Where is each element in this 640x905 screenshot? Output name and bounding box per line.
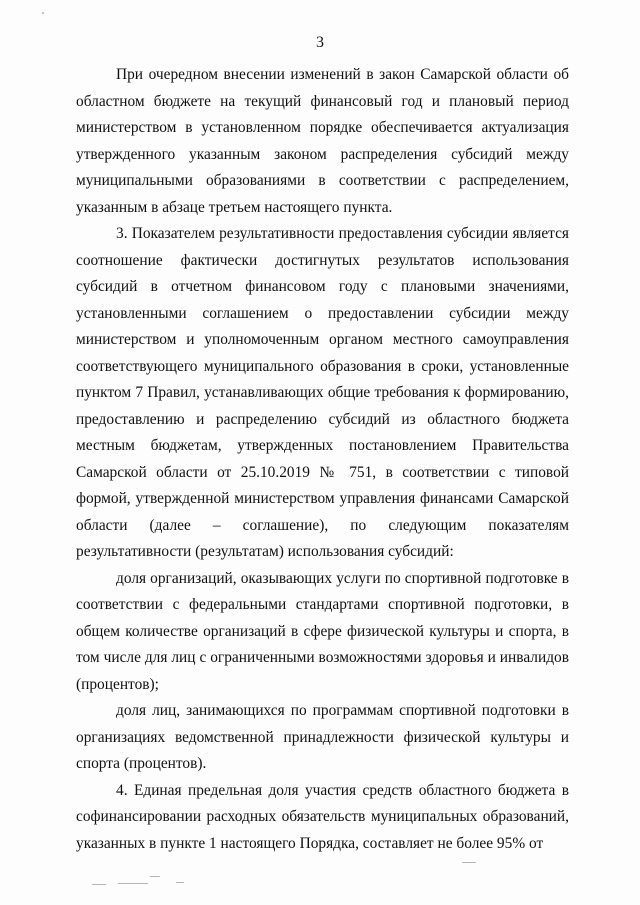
paragraph-performance-indicator: 3. Показателем результативности предоставления субсидии является соотношение фактически достигнутых результатов использования субсидий в отчетном финансовом году с плановыми значениями, установленными соглашением о предоставлении субсидии между министерством и уполномоченным органом местного самоуправления соответствующего муниципального образования в сроки, установленные пунктом 7 Правил, устанавливающих общие требования к формированию, предоставлению и распределению субсидий из областного бюджета местным бюджетам, утвержденных постановлением Правительства Самарской области от 25.10.2019 № 751, в соответствии с типовой формой, утвержденной министерством управления финансами Самарской области (далее – соглашение), по следующим показателям результативности (результатам) использования субсидий: [76, 225, 569, 560]
document-body [76, 62, 569, 857]
paragraph-cofinancing-share: 4. Единая предельная доля участия средств областного бюджета в софинансировании расходных обязательств муниципальных образований, указанных в пункте 1 настоящего Порядка, составляет не более 95% от [76, 781, 569, 852]
scan-artifact [176, 882, 184, 883]
paragraph-share-persons: доля лиц, занимающихся по программам спортивной подготовки в организациях ведомственной принадлежности физической культуры и спорта (процентов). [76, 702, 569, 772]
scan-artifact [118, 883, 148, 884]
scan-artifact [150, 876, 160, 877]
scan-artifact [462, 862, 476, 863]
page-number: 3 [316, 34, 324, 51]
scan-artifact [92, 884, 106, 885]
scan-artifact [42, 12, 44, 14]
paragraph-share-organizations: доля организаций, оказывающих услуги по спортивной подготовке в соответствии с федеральными стандартами спортивной подготовки, в общем количестве организаций в сфере физической культуры и спорта, в том числе для лиц с ограниченными возможностями здоровья и инвалидов (процентов); [76, 569, 569, 693]
paragraph-actualization: При очередном внесении изменений в закон Самарской области об областном бюджете на текущий финансовый год и плановый период министерством в установленном порядке обеспечивается актуализация утвержденного указанным законом распределения субсидий между муниципальными образованиями в соответствии с распределением, указанным в абзаце третьем настоящего пункта. [76, 66, 569, 216]
